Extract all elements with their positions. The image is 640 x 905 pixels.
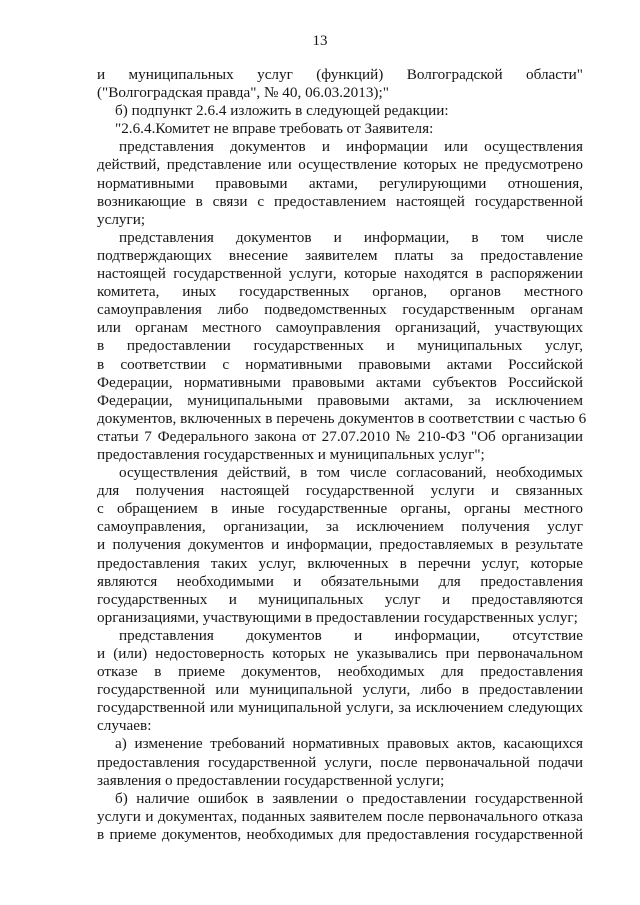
text-line: услуги; xyxy=(97,210,146,228)
text-line: и получения документов и информации, предоставляемых в результате xyxy=(97,536,583,554)
text-line: являются необходимыми и обязательными для предоставления xyxy=(97,572,583,590)
text-line: в приеме документов, необходимых для предоставления государственной xyxy=(97,825,583,843)
text-line: в предоставлении государственных и муниципальных услуг, xyxy=(97,337,583,355)
text-line: нормативными правовыми актами, регулирующими отношения, xyxy=(97,174,583,192)
text-line: отказе в приеме документов, необходимых для предоставления xyxy=(97,663,583,681)
text-line: "2.6.4.Комитет не вправе требовать от Заявителя: xyxy=(115,120,434,138)
text-line: представления документов и информации или осуществления xyxy=(119,138,583,156)
text-line: самоуправления либо подведомственных государственным органам xyxy=(97,301,583,319)
text-line: в соответствии с нормативными правовыми актами Российской xyxy=(97,355,583,373)
text-line: ("Волгоградская правда", № 40, 06.03.2013);" xyxy=(97,84,389,102)
text-line: и (или) недостоверность которых не указывались при первоначальном xyxy=(97,645,583,662)
text-line: представления документов и информации, в том числе xyxy=(119,228,583,246)
text-line: предоставления государственной услуги, после первоначальной подачи xyxy=(97,753,583,771)
text-line: документов, включенных в перечень документов в соответствии с частью 6 xyxy=(97,409,587,427)
text-line: б) наличие ошибок в заявлении о предоставлении государственной xyxy=(115,789,583,807)
text-line: организациями, участвующими в предоставлении государственных услуг; xyxy=(97,608,578,626)
text-line: для получения настоящей государственной услуги и связанных xyxy=(97,482,583,500)
text-line: предоставления государственных и муниципальных услуг"; xyxy=(97,445,485,463)
text-line: и муниципальных услуг (функций) Волгоградской области" xyxy=(97,66,583,83)
text-line: подтверждающих внесение заявителем платы за предоставление xyxy=(97,246,583,264)
text-line: государственных и муниципальных услуг и предоставляются xyxy=(97,590,583,608)
text-line: заявления о предоставлении государственной услуги; xyxy=(97,771,445,789)
text-line: комитета, иных государственных органов, органов местного xyxy=(97,283,583,301)
text-line: с обращением в иные государственные органы, органы местного xyxy=(97,500,583,518)
text-line: настоящей государственной услуги, которые находятся в распоряжении xyxy=(97,265,583,283)
text-line: самоуправления, организации, за исключением получения услуг xyxy=(97,518,583,536)
text-line: услуги и документах, поданных заявителем после первоначального отказа xyxy=(97,807,583,825)
text-line: возникающие в связи с предоставлением настоящей государственной xyxy=(97,192,583,210)
text-line: Федерации, нормативными правовыми актами субъектов Российской xyxy=(97,373,583,391)
text-line: государственной или муниципальной услуги, за исключением следующих xyxy=(97,699,583,717)
document-body xyxy=(97,66,587,844)
text-line: б) подпункт 2.6.4 изложить в следующей редакции: xyxy=(115,102,449,120)
page-number: 13 xyxy=(312,33,328,49)
text-line: а) изменение требований нормативных правовых актов, касающихся xyxy=(115,735,583,753)
text-line: действий, представление или осуществление которых не предусмотрено xyxy=(97,156,583,174)
text-line: случаев: xyxy=(97,717,152,735)
text-line: представления документов и информации, отсутствие xyxy=(119,626,583,644)
text-line: государственной или муниципальной услуги, либо в предоставлении xyxy=(97,681,583,699)
text-line: Федерации, муниципальными правовыми актами, за исключением xyxy=(97,391,583,409)
text-line: предоставления таких услуг, включенных в перечни услуг, которые xyxy=(97,554,583,572)
text-line: статьи 7 Федерального закона от 27.07.2010 № 210-ФЗ "Об организации xyxy=(97,427,583,445)
text-line: или органам местного самоуправления организаций, участвующих xyxy=(97,319,583,337)
text-line: осуществления действий, в том числе согласований, необходимых xyxy=(119,464,583,482)
